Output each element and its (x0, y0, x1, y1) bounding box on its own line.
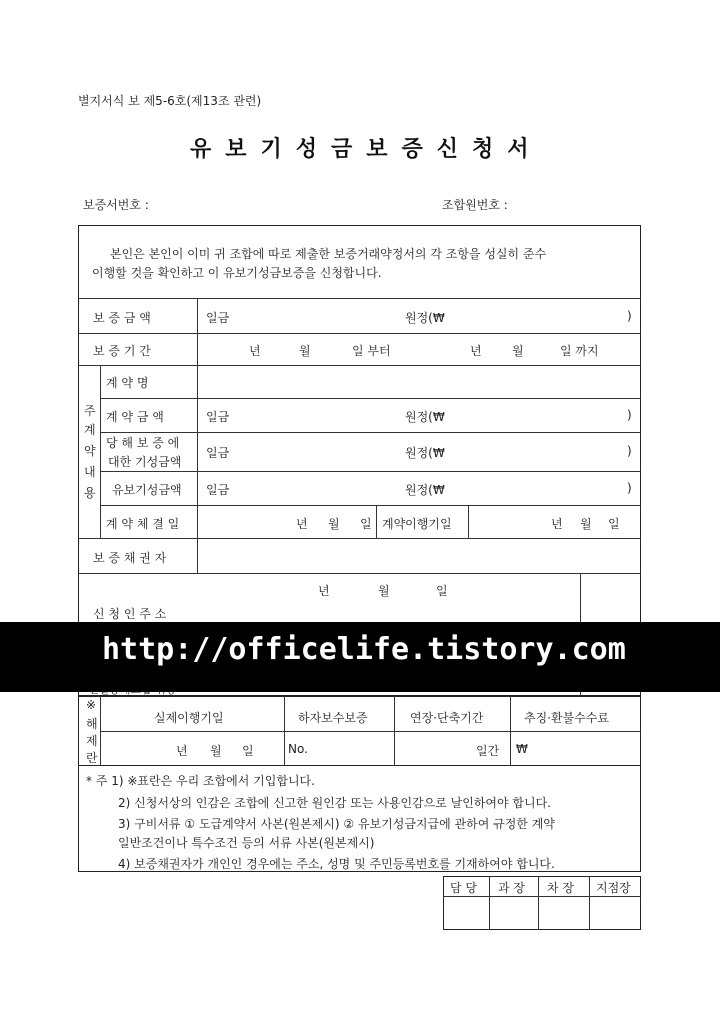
defect-warranty-header: 하자보수보증 (298, 711, 368, 725)
office-month: 월 (210, 744, 222, 758)
application-day: 일 (436, 584, 448, 598)
office-days: 일간 (476, 744, 500, 758)
application-month: 월 (378, 584, 390, 598)
note-3a: 3) 구비서류 ① 도급계약서 사본(원본제시) ② 유보기성금지급에 관하여 규정한 계약 (118, 817, 555, 831)
creditor-label: 보 증 채 권 자 (93, 551, 167, 565)
approval-branch-head-header: 지점장 (596, 881, 631, 895)
office-side-char: ※ (86, 698, 97, 712)
progress-amount-won: 원정(₩ (405, 446, 445, 460)
side-label-char: 주 (84, 404, 96, 418)
sign-month: 월 (328, 517, 340, 531)
office-side-char: 제 (86, 734, 98, 748)
application-year: 년 (318, 584, 330, 598)
note-1: * 주 1) ※표란은 우리 조합에서 기입합니다. (86, 774, 315, 788)
office-won: ₩ (516, 742, 528, 756)
note-4: 4) 보증채권자가 개인인 경우에는 주소, 성명 및 주민등록번호를 기재하여야 합니다. (118, 857, 555, 871)
fee-header: 추징·환불수수료 (524, 711, 609, 725)
side-label-char: 용 (84, 486, 96, 500)
side-label-char: 계 (84, 423, 96, 437)
document-title: 유보기성금보증신청서 (190, 137, 543, 162)
intro-line-2: 이행할 것을 확인하고 이 유보기성금보증을 신청합니다. (92, 266, 382, 280)
performance-date-label: 계약이행기일 (382, 517, 452, 531)
watermark-url: http://officelife.tistory.com (102, 632, 626, 667)
period-year: 년 (249, 344, 261, 358)
period-month-2: 월 (512, 344, 524, 358)
sign-year: 년 (296, 517, 308, 531)
contract-amount-prefix: 일금 (206, 410, 230, 424)
side-label-char: 내 (84, 465, 96, 479)
contract-name-label: 계 약 명 (106, 376, 149, 390)
approval-deputy-header: 차 장 (547, 881, 574, 895)
note-3b: 일반조건이나 특수조건 등의 서류 사본(원본제시) (118, 836, 375, 850)
progress-amount-label-1: 당 해 보 증 에 (106, 436, 180, 450)
guarantee-amount-won: 원정(₩ (405, 311, 445, 325)
guarantee-number-label: 보증서번호 : (83, 198, 149, 212)
guarantee-period-label: 보 증 기 간 (93, 344, 151, 358)
period-month: 월 (299, 344, 311, 358)
retained-amount-close: ) (627, 481, 632, 495)
perf-day: 일 (608, 517, 620, 531)
form-reference: 별지서식 보 제5-6호(제13조 관련) (78, 94, 262, 108)
contract-amount-close: ) (627, 408, 632, 422)
progress-amount-prefix: 일금 (206, 446, 230, 460)
applicant-address-label: 신 청 인 주 소 (93, 607, 167, 621)
perf-year: 년 (551, 517, 563, 531)
retained-amount-won: 원정(₩ (405, 483, 445, 497)
office-side-char: 란 (86, 751, 98, 765)
perf-month: 월 (580, 517, 592, 531)
progress-amount-close: ) (627, 444, 632, 458)
retained-amount-label: 유보기성금액 (112, 483, 182, 497)
retained-amount-prefix: 일금 (206, 483, 230, 497)
contract-sign-date-label: 계 약 체 결 일 (106, 517, 180, 531)
office-side-char: 해 (86, 717, 98, 731)
office-day: 일 (242, 744, 254, 758)
extension-period-header: 연장·단축기간 (410, 711, 484, 725)
side-label-char: 약 (84, 444, 96, 458)
period-from: 일 부터 (352, 344, 391, 358)
office-year: 년 (176, 744, 188, 758)
approval-manager-header: 과 장 (498, 881, 525, 895)
sign-day: 일 (360, 517, 372, 531)
contract-amount-won: 원정(₩ (405, 410, 445, 424)
period-year-2: 년 (470, 344, 482, 358)
progress-amount-label-2: 대한 기성금액 (108, 455, 182, 469)
intro-line-1: 본인은 본인이 이미 귀 조합에 따로 제출한 보증거래약정서의 각 조항을 성실히 준수 (110, 247, 547, 261)
member-number-label: 조합원번호 : (442, 198, 508, 212)
actual-performance-date-header: 실제이행기일 (154, 711, 224, 725)
office-number: No. (288, 742, 308, 756)
contract-amount-label: 계 약 금 액 (106, 410, 164, 424)
note-2: 2) 신청서상의 인감은 조합에 신고한 원인감 또는 사용인감으로 날인하여야 합니다. (118, 796, 551, 810)
guarantee-amount-label: 보 증 금 액 (93, 311, 151, 325)
approval-staff-header: 담 당 (450, 881, 477, 895)
guarantee-amount-close: ) (627, 309, 632, 323)
guarantee-amount-prefix: 일금 (206, 311, 230, 325)
period-until: 일 까지 (560, 344, 599, 358)
